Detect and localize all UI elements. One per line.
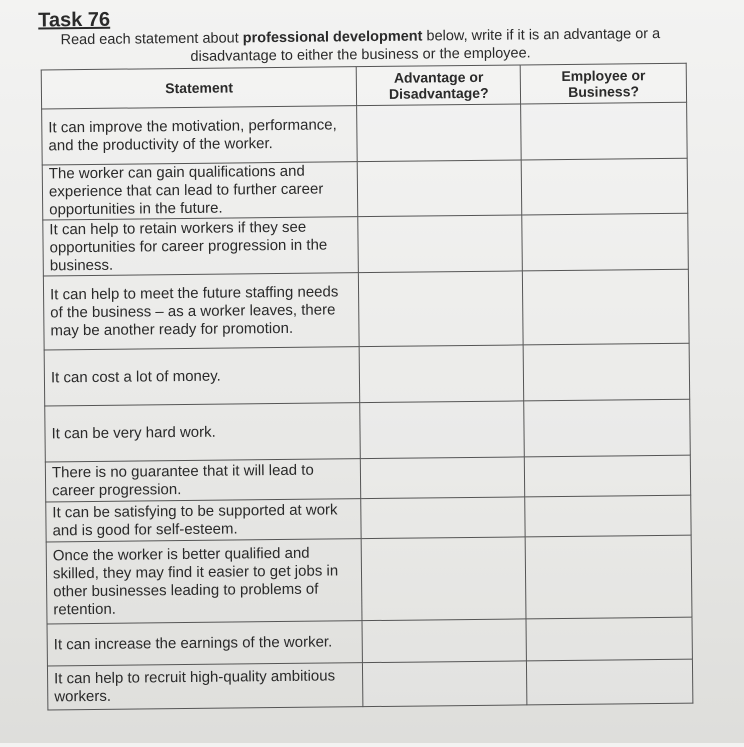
statement-cell: It can help to retain workers if they see opportunities for career progression in the business. <box>43 217 359 276</box>
instructions-suffix: below, write if it is an advantage or a disadvantage to either the business or the employee. <box>190 25 661 65</box>
statement-table <box>41 63 694 711</box>
advantage-answer-cell[interactable] <box>359 271 524 347</box>
statement-cell: It can be satisfying to be supported at work and is good for self-esteem. <box>46 499 362 542</box>
statement-cell: It can cost a lot of money. <box>44 347 360 406</box>
table-row <box>43 269 689 350</box>
statement-cell: It can increase the earnings of the worker. <box>47 621 363 666</box>
advantage-answer-cell[interactable] <box>361 457 525 499</box>
table-row <box>44 343 690 406</box>
statement-cell: Once the worker is better qualified and skilled, they may find it easier to get jobs in other businesses leading to problems of retention. <box>46 539 362 624</box>
advantage-answer-cell[interactable] <box>363 661 527 707</box>
table-row <box>46 495 691 542</box>
advantage-answer-cell[interactable] <box>362 537 527 621</box>
employee-answer-cell[interactable] <box>521 102 687 160</box>
table-row <box>46 535 692 624</box>
employee-answer-cell[interactable] <box>524 399 690 457</box>
task-instructions <box>60 25 660 67</box>
table-row <box>45 399 691 462</box>
employee-answer-cell[interactable] <box>525 455 691 497</box>
advantage-answer-cell[interactable] <box>358 160 522 217</box>
advantage-answer-cell[interactable] <box>358 215 522 273</box>
table-row <box>42 158 688 220</box>
employee-header: Employee or Business? <box>520 63 686 104</box>
employee-answer-cell[interactable] <box>525 495 691 537</box>
employee-answer-cell[interactable] <box>521 158 687 215</box>
advantage-header: Advantage or Disadvantage? <box>357 65 521 106</box>
task-title: Task 76 <box>38 8 111 32</box>
statement-cell: There is no guarantee that it will lead to career progression. <box>45 459 361 502</box>
table-row <box>45 455 690 502</box>
advantage-answer-cell[interactable] <box>361 497 525 539</box>
statement-cell: The worker can gain qualifications and experience that can lead to further career opportunities in the future. <box>42 162 358 220</box>
statement-cell: It can improve the motivation, performance, and the productivity of the worker. <box>42 106 358 165</box>
employee-answer-cell[interactable] <box>525 535 692 619</box>
employee-answer-cell[interactable] <box>522 213 688 271</box>
employee-answer-cell[interactable] <box>523 343 689 401</box>
instructions-prefix: Read each statement about <box>60 30 243 49</box>
table-header-row <box>41 63 686 109</box>
employee-answer-cell[interactable] <box>527 659 693 705</box>
statement-cell: It can be very hard work. <box>45 403 361 462</box>
advantage-answer-cell[interactable] <box>362 619 526 663</box>
advantage-answer-cell[interactable] <box>357 104 521 162</box>
employee-answer-cell[interactable] <box>526 617 692 661</box>
statement-cell: It can help to recruit high-quality ambitious workers. <box>47 663 363 710</box>
advantage-answer-cell[interactable] <box>360 401 524 459</box>
table-row <box>47 617 692 666</box>
table-row <box>47 659 692 710</box>
statement-cell: It can help to meet the future staffing needs of the business – as a worker leaves, there may be another ready for promotion. <box>43 273 359 350</box>
table-row <box>43 213 689 276</box>
table-row <box>42 102 688 165</box>
statement-header: Statement <box>41 67 357 109</box>
instructions-bold: professional development <box>242 28 423 47</box>
employee-answer-cell[interactable] <box>523 269 690 345</box>
advantage-answer-cell[interactable] <box>360 345 524 403</box>
